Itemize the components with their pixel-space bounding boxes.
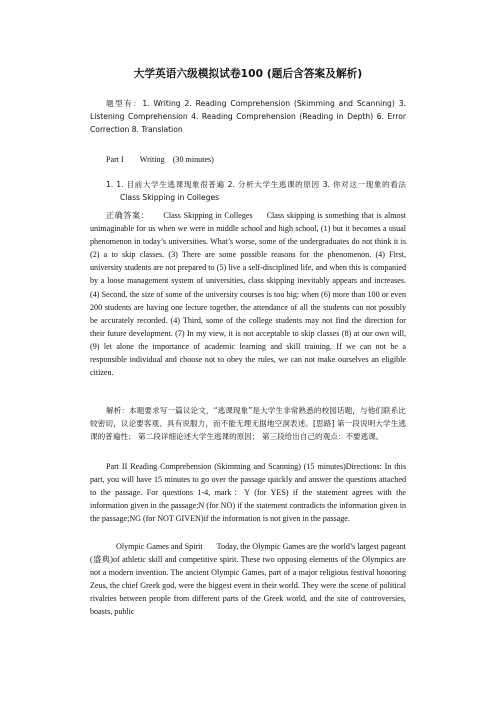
passage-paragraph (90, 540, 406, 619)
answer-essay-title: Class Skipping in Colleges (163, 211, 253, 220)
part1-heading: Part I Writing (30 minutes) (106, 155, 214, 164)
part2-directions: Part II Reading Comprehension (Skimming and Scanning) (15 minutes)Directions: In this part, you will have 15 minutes to go over the passage quickly and answer the questions attached to the passage. For questions 1-4, mark：Y (for YES) if the statement agrees with the information given in the passage;N (for NO) if the statement contradicts the information given in the passage;NG (for NOT GIVEN)if the information is not given in the passage. (90, 462, 406, 524)
answer-essay-body: Class skipping is something that is almost unimaginable for us when we were in middle school and high school, (1) but it becomes a usual phenomenon in today’s universities. What’s worse, some of the undergraduates do not think it is (2) a to skip classes. (3) There are some possible reasons for the phenomenon. (4) First, university students are not prepared to (5) live a self-disciplined life, and when this is companied by a loose management system of universities, class skipping inevitably appears and increases. (4) Second, the size of some of the university courses is too big: when (6) more than 100 or even 200 students are having one lecture together, the attendance of all the students can not possibly be accurately recorded. (4) Third, some of the college students may not find the direction for their future development. (7) In my view, it is not acceptable to skip classes (8) at our own will, (9) let alone the importance of academic learning and skill training. If we can not be a responsible individual and choose not to obey the rules, we can not make ourselves an eligible citizen. (90, 211, 406, 378)
q1-essay-title: Class Skipping in Colleges (120, 193, 220, 203)
question-1-prompt (90, 178, 406, 204)
document-title: 大学英语六级模拟试卷100 (题后含答案及解析) (133, 68, 363, 80)
question-types-line: 题型有：1. Writing 2. Reading Comprehension (Skimming and Scanning) 3. Listening Comprehension 4. Reading Comprehension (Reading in Depth) 6. Error Correction 8. Translation (90, 99, 406, 135)
passage-body: Today, the Olympic Games are the world’s largest pageant (盛典)of athletic skill and competitive spirit. These two opposing elements of the Olympics are not a modern invention. The ancient Olympic Games, part of a major religious festival honoring Zeus, the chief Greek god, were the biggest event in their world. They were the scene of political rivalries between people from different parts of the Greek world, and the site of controversies, boasts, public (90, 542, 406, 617)
analysis-paragraph: 解析：本题要求写一篇议论文，“逃课现象”是大学生非常熟悉的校园话题，与他们联系比较密切，议论要客观、具有说服力，而不能无理无据地空洞表述。[思路] 第一段说明大学生逃课的普遍性； 第二段详细论述大学生逃课的原因； 第三段给出自己的观点：不要逃课。 (90, 406, 406, 442)
passage-title: Olympic Games and Spirit (116, 542, 203, 551)
answer-label: 正确答案： (106, 211, 150, 220)
q1-prompt-text: 1. 1. 目前大学生逃课现象很普遍 2. 分析大学生逃课的原因 3. 你对这一现象的看法 (106, 180, 406, 189)
answer-essay (90, 209, 406, 379)
